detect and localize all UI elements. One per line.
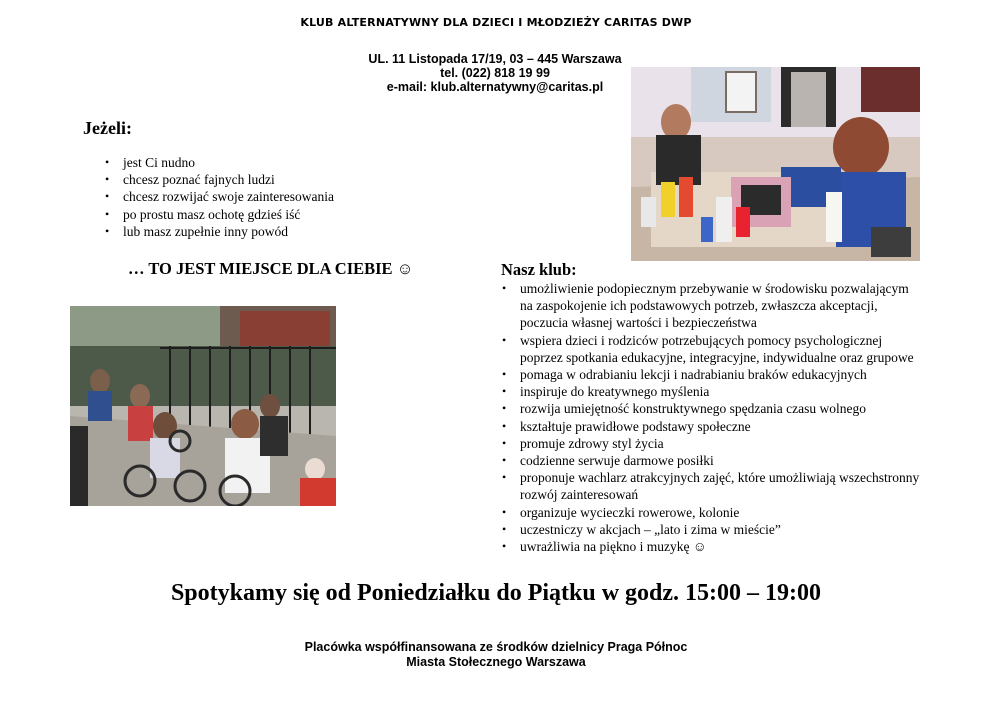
funding-note: Placówka współfinansowana ze środków dzielnicy Praga Północ — [304, 640, 688, 654]
list-item: • inspiruje do kreatywnego myślenia — [502, 383, 922, 400]
club-title: KLUB ALTERNATYWNY DLA DZIECI I MŁODZIEŻY CARITAS DWP — [300, 16, 692, 29]
list-item: • promuje zdrowy styl życia — [502, 435, 922, 452]
funding-note-city: Miasta Stołecznego Warszawa — [406, 655, 586, 669]
list-item: • umożliwienie podopiecznym przebywanie w środowisku pozwalającym na zaspokojenie ich podstawowych potrzeb, zwłaszcza akceptacji, poczucia własnej wartości i bezpieczeństwa — [502, 280, 922, 332]
club-heading: Nasz klub: — [501, 260, 577, 279]
children-painting-photo — [631, 67, 920, 261]
list-item: • chcesz poznać fajnych ludzi — [105, 171, 435, 188]
list-item: • uczestniczy w akcjach – „lato i zima w mieście” — [502, 521, 922, 538]
list-item: • kształtuje prawidłowe podstawy społeczne — [502, 418, 922, 435]
list-item: • chcesz rozwijać swoje zainteresowania — [105, 188, 435, 205]
list-item: • lub masz zupełnie inny powód — [105, 223, 435, 240]
intro-heading: Jeżeli: — [83, 118, 132, 138]
phone: tel. (022) 818 19 99 — [440, 66, 550, 80]
list-item: • po prostu masz ochotę gdzieś iść — [105, 206, 435, 223]
meeting-hours: Spotykamy się od Poniedziałku do Piątku w godz. 15:00 – 19:00 — [170, 580, 822, 606]
email: e-mail: klub.alternatywny@caritas.pl — [386, 80, 604, 94]
tagline: … TO JEST MIEJSCE DLA CIEBIE ☺ — [128, 259, 414, 278]
list-item: • codzienne serwuje darmowe posiłki — [502, 452, 922, 469]
list-item: • organizuje wycieczki rowerowe, kolonie — [502, 504, 922, 521]
list-item: • jest Ci nudno — [105, 154, 435, 171]
bicycle-trip-photo — [70, 306, 336, 506]
club-activities-list — [502, 280, 922, 555]
list-item: • proponuje wachlarz atrakcyjnych zajęć, które umożliwiają wszechstronny rozwój zainteresowań — [502, 469, 922, 503]
list-item: • uwrażliwia na piękno i muzykę ☺ — [502, 538, 922, 555]
intro-list — [105, 154, 435, 240]
list-item: • pomaga w odrabianiu lekcji i nadrabianiu braków edukacyjnych — [502, 366, 922, 383]
list-item: • wspiera dzieci i rodziców potrzebujących pomocy psychologicznej poprzez spotkania edukacyjne, integracyjne, indywidualne oraz grupowe — [502, 332, 922, 366]
address: UL. 11 Listopada 17/19, 03 – 445 Warszawa — [368, 52, 622, 66]
list-item: • rozwija umiejętność konstruktywnego spędzania czasu wolnego — [502, 400, 922, 417]
